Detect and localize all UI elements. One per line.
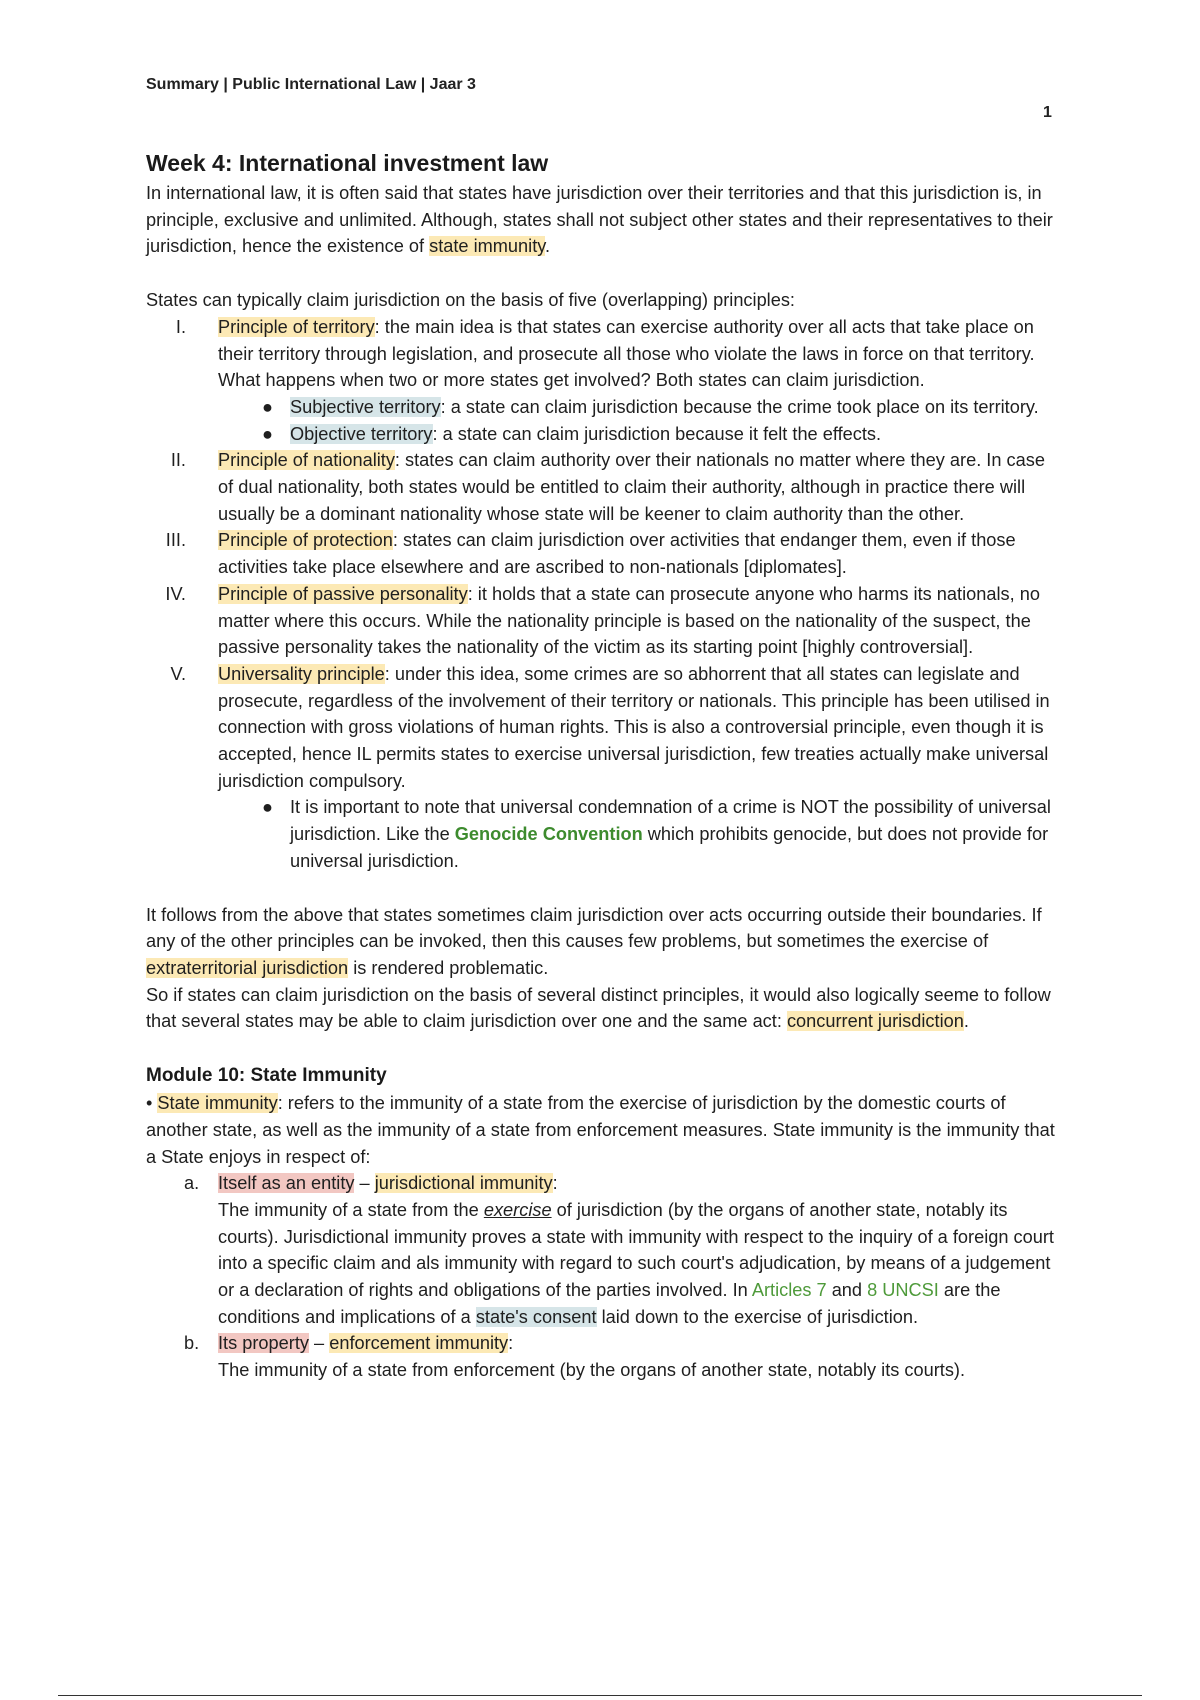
term-highlight: Principle of nationality — [218, 450, 395, 471]
module-heading: Module 10: State Immunity — [146, 1065, 387, 1087]
page-title: Week 4: International investment law — [146, 150, 549, 176]
term-highlight: Principle of protection — [218, 530, 393, 551]
articles-7-link: Articles 7 — [751, 1280, 827, 1301]
principles-intro: States can typically claim jurisdiction on the basis of five (overlapping) principles: — [146, 290, 795, 311]
bullet-subjective-territory: ● Subjective territory: a state can claim jurisdiction because the crime took place on its territory. — [262, 396, 1039, 417]
immunity-list — [146, 1170, 1056, 1384]
document-body — [146, 148, 1056, 1384]
uncsi-link: 8 UNCSI — [867, 1280, 939, 1301]
concurrent-paragraph: So if states can claim jurisdiction on the basis of several distinct principles, it would also logically seeme to follow that several states may be able to claim jurisdiction over one and the same act: concurrent jurisdiction. — [146, 984, 1051, 1032]
bullet-genocide-convention: ● It is important to note that universal condemnation of a crime is NOT the possibility of universal jurisdiction. Like the Genocide Convention which prohibits genocide, but does not provide for universal jurisdiction. — [262, 797, 1051, 871]
principle-passive-personality: IV. Principle of passive personality: it holds that a state can prosecute anyone who harms its nationals, no matter where this occurs. While the nationality principle is based on the nationality of the suspect, the passive personality takes the nationality of the victim as its starting point [highly controversial]. — [165, 583, 1040, 658]
principle-protection: III. Principle of protection: states can claim jurisdiction over activities that endanger them, even if those activities take place elsewhere and are ascribed to non-nationals [diplomates]. — [165, 530, 1016, 578]
immunity-item-jurisdictional: a. Itself as an entity – jurisdictional immunity: The immunity of a state from the exercise of jurisdiction (by the organs of another state, notably its courts). Jurisdictional immunity proves a state with immunity with respect to the inquiry of a foreign court into a specific claim and als immunity with regard to such court's adjudication, by means of a judgement or a declaration of rights and obligations of the parties involved. In Articles 7 and 8 UNCSI are the conditions and implications of a state's consent laid down to the exercise of jurisdiction. — [184, 1173, 1054, 1327]
genocide-convention-link: Genocide Convention — [454, 824, 643, 845]
term-highlight: Universality principle — [218, 663, 385, 684]
term-highlight: Principle of territory — [218, 316, 375, 337]
immunity-item-enforcement: b. Its property – enforcement immunity: The immunity of a state from enforcement (by the organs of another state, notably its courts). — [184, 1333, 966, 1381]
page-bottom-rule — [58, 1695, 1142, 1696]
principles-list — [146, 314, 1056, 875]
intro-paragraph: In international law, it is often said that states have jurisdiction over their territories and that this jurisdiction is, in principle, exclusive and unlimited. Although, states shall not subject other states and their representatives to their jurisdiction, hence the existence of state immunity. — [146, 183, 1053, 257]
principle-universality: V. Universality principle: under this idea, some crimes are so abhorrent that all states can legislate and prosecute, regardless of the involvement of their territory or nationals. This principle has been utilised in connection with gross violations of human rights. This is also a controversial principle, even though it is accepted, hence IL permits states to exercise universal jurisdiction, few treaties actually make universal jurisdiction compulsory. ● It is important to note that universal condemnation of a crime is NOT the possibility of universal jurisdiction. Like the Genocide Convention which prohibits genocide, but does not provide for universal jurisdiction. — [146, 661, 1056, 875]
universality-bullets — [218, 794, 1056, 874]
state-immunity-definition: • State immunity: refers to the immunity of a state from the exercise of jurisdiction by the domestic courts of another state, as well as the immunity of a state from enforcement measures. State immunity is the immunity that a State enjoys in respect of: — [146, 1093, 1055, 1167]
term-highlight: Principle of passive personality — [218, 583, 468, 604]
extraterritorial-paragraph: It follows from the above that states sometimes claim jurisdiction over acts occurring outside their boundaries. If any of the other principles can be invoked, then this causes few problems, but sometimes the exercise of extraterritorial jurisdiction is rendered problematic. — [146, 904, 1042, 978]
highlight-state-immunity: state immunity — [429, 236, 545, 257]
page-number: 1 — [1043, 104, 1052, 121]
bullet-objective-territory: ● Objective territory: a state can claim jurisdiction because it felt the effects. — [262, 423, 882, 444]
territory-bullets — [218, 394, 1056, 447]
principle-nationality: II. Principle of nationality: states can claim authority over their nationals no matter where they are. In case of dual nationality, both states would be entitled to claim their authority, although in practice there will usually be a dominant nationality whose state will be keener to claim authority than the other. — [170, 450, 1045, 524]
document-header: Summary | Public International Law | Jaar 3 — [146, 76, 476, 93]
principle-territory: I. Principle of territory: the main idea is that states can exercise authority over all acts that take place on their territory through legislation, and prosecute all those who violate the laws in force on that territory. What happens when two or more states get involved? Both states can claim jurisdiction. ● Subjective territory: a state can claim jurisdiction because the crime took place on its territory. ● Objective territory: a state can claim jurisdiction because it felt the effects. — [146, 314, 1056, 448]
